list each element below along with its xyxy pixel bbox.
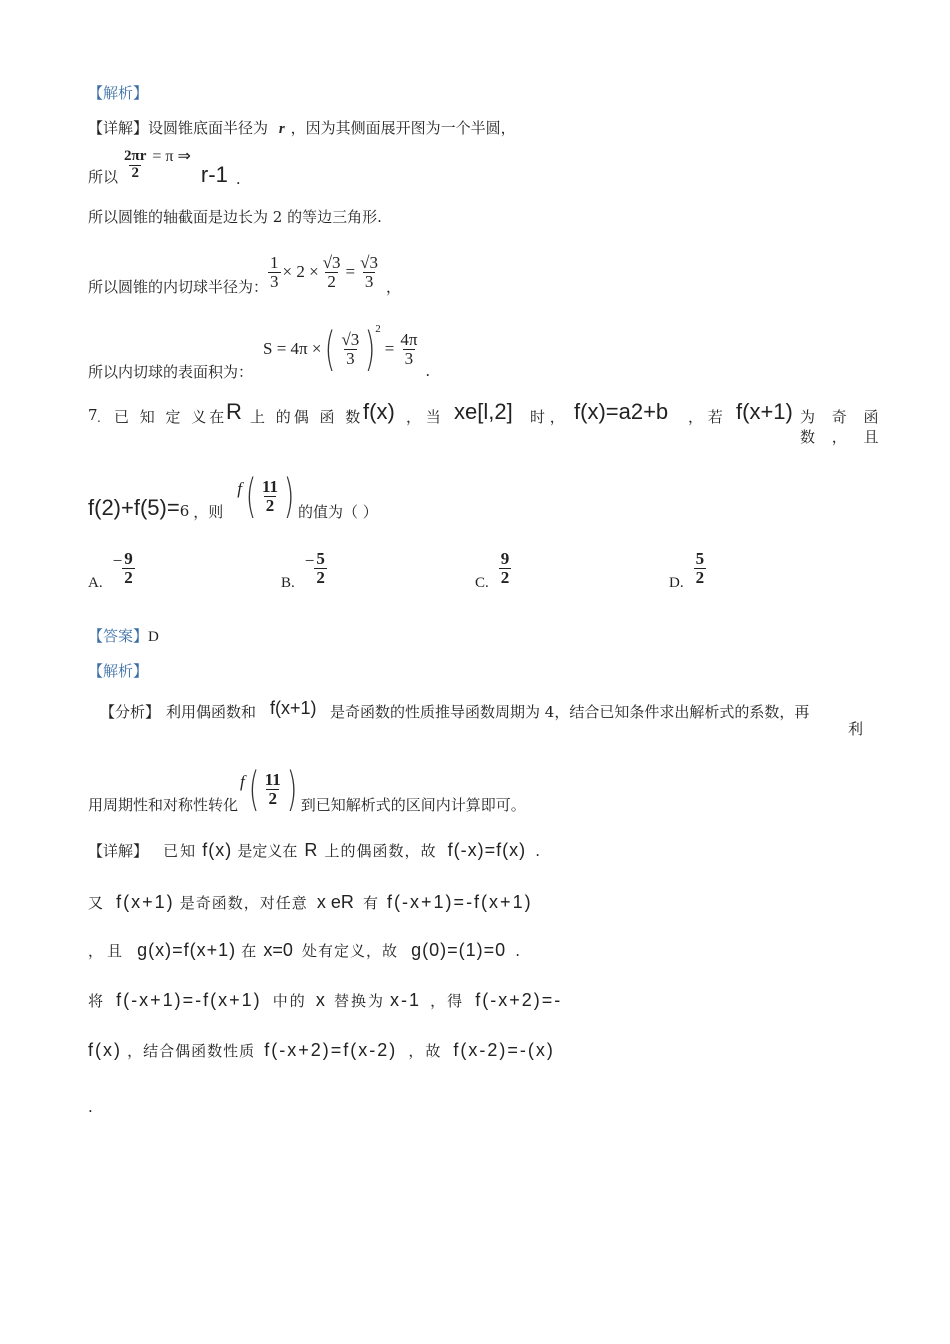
x-minus-1: x-1 — [390, 990, 422, 1010]
fx-plus-1: f(x+1) — [116, 892, 175, 912]
x-in-R: x eR — [316, 892, 354, 912]
option-a[interactable] — [88, 543, 135, 593]
detail-label: 【详解】 — [88, 119, 149, 137]
option-c[interactable] — [475, 543, 511, 593]
fenxi-text-1: 利用偶函数和 — [166, 703, 257, 721]
numerator: √3 — [360, 252, 378, 272]
option-label: D. — [669, 574, 684, 591]
numerator: 9 — [500, 548, 510, 568]
q7-text-1: 已 知 定 义在 — [114, 408, 228, 426]
fraction-2pir-over-2 — [122, 149, 148, 182]
equals-pi-implies: = π ⇒ — [152, 148, 191, 165]
detail-text: ，结合偶函数性质 — [127, 1042, 256, 1060]
numerator: √3 — [322, 252, 341, 272]
q7-text-7: 数 ， 且 — [800, 428, 885, 446]
fx-definition: f(x)=a2+b — [574, 399, 669, 424]
periodic-equation: f(x-2)=-(x) — [453, 1040, 555, 1060]
q7-text-6: 为 奇 函 — [800, 408, 885, 426]
numerator: 5 — [695, 548, 705, 568]
detail-text: 是定义在 — [237, 842, 298, 860]
denominator: 2 — [695, 567, 705, 587]
fenxi-text-2: 是奇函数的性质推导函数周期为 4，结合已知条件求出解析式的系数，再 — [330, 703, 810, 721]
option-label: A. — [88, 574, 103, 591]
question-7-line-1 — [88, 398, 885, 446]
fraction-11-over-2 — [263, 771, 283, 808]
q7-text-5: ， 若 — [688, 408, 723, 426]
detail-text: 中的 — [272, 992, 307, 1010]
period: . — [515, 942, 520, 960]
period: . — [235, 170, 241, 188]
jiexi-label: 【解析】 — [88, 84, 149, 102]
detail-text: ，得 — [430, 992, 465, 1010]
odd-function-equation: f(-x+1)=-f(x+1) — [116, 990, 262, 1010]
radius-result: r-1 — [200, 162, 228, 187]
substituted-equation: f(-x+2)=- — [475, 990, 563, 1010]
numerator: 11 — [264, 769, 281, 789]
denominator: 2 — [500, 567, 510, 587]
detail-label: 【详解】 — [88, 842, 149, 860]
numerator: √3 — [341, 329, 360, 349]
option-label: B. — [281, 574, 295, 591]
left-paren: ( — [245, 469, 257, 523]
fraction-11-over-2 — [260, 478, 280, 515]
set-R: R — [226, 399, 242, 424]
answer-label: 【答案】 — [88, 627, 149, 645]
x-variable: x — [315, 990, 325, 1010]
detail-text: 替换为 — [333, 992, 385, 1010]
even-function-equation: f(-x)=f(x) — [447, 840, 527, 860]
q7-text-3: ， 当 — [406, 408, 441, 426]
fraction-sqrt3-over-3 — [358, 254, 380, 291]
option-fraction — [122, 550, 135, 587]
detail-text: 设圆锥底面半径为 — [148, 119, 269, 137]
equals-sign: = — [384, 339, 395, 358]
surface-area-line — [88, 316, 430, 382]
q7-text-4: 时 ， — [530, 408, 565, 426]
inscribed-radius-label: 所以圆锥的内切球半径为： — [88, 277, 269, 296]
detail-text: 是奇函数，对任意 — [179, 894, 308, 912]
fenxi-text-3: 利 — [848, 720, 864, 738]
numerator: 1 — [270, 252, 279, 272]
detail-line-5 — [88, 1040, 555, 1066]
fraction-numerator: 2πr — [124, 147, 147, 164]
answer-value: D — [148, 629, 159, 645]
fenxi-text-4: 用周期性和对称性转化 — [88, 795, 239, 814]
detail-text: 有 — [362, 894, 378, 912]
option-sign: − — [304, 551, 315, 570]
detail-line-3 — [88, 940, 520, 966]
equation-line-1 — [88, 140, 241, 190]
question-7-line-2 — [88, 468, 378, 524]
fraction-denominator: 2 — [131, 164, 139, 181]
right-paren: ) — [283, 469, 295, 523]
fenxi-line-2 — [88, 760, 526, 818]
option-fraction — [314, 550, 327, 587]
denominator: 2 — [124, 567, 133, 587]
denominator: 3 — [364, 271, 374, 291]
fenxi-label: 【分析】 — [100, 703, 161, 721]
x-equals-0: x=0 — [263, 940, 293, 960]
detail-text: 在 — [241, 942, 257, 960]
axial-section-line: 所以圆锥的轴截面是边长为 2 的等边三角形. — [88, 208, 382, 226]
detail-line-4 — [88, 990, 562, 1016]
right-paren: ) — [286, 762, 298, 816]
fx: f(x) — [202, 840, 233, 860]
radius-variable: r — [278, 121, 285, 137]
period: . — [425, 362, 431, 380]
odd-function-equation: f(-x+1)=-f(x+1) — [387, 892, 533, 912]
denominator: 2 — [268, 788, 277, 808]
answer-line — [88, 625, 159, 646]
fx: f(x) — [88, 1040, 122, 1060]
g-zero-equation: g(0)=(1)=0 — [411, 940, 507, 960]
fenxi-text-5: 到已知解析式的区间内计算即可。 — [300, 795, 526, 814]
detail-text: 上的偶函数，故 — [324, 842, 437, 860]
denominator: 3 — [346, 348, 355, 368]
detail-line-1 — [88, 117, 516, 138]
exponent: 2 — [375, 323, 381, 335]
detail-text: 又 — [88, 894, 104, 912]
fraction-4pi-over-3 — [398, 331, 419, 368]
numerator: 11 — [261, 476, 279, 496]
g-definition: g(x)=f(x+1) — [137, 940, 237, 960]
denominator: 3 — [404, 348, 414, 368]
left-paren: ( — [325, 322, 336, 376]
q7-text-8: ，则 — [193, 502, 224, 521]
q7-text-9: 的值为（ ） — [297, 502, 378, 521]
left-paren: ( — [248, 762, 260, 816]
period: . — [535, 842, 540, 860]
right-paren: ) — [364, 322, 376, 376]
detail-line-2 — [88, 892, 533, 916]
detail-text-2: ，因为其侧面展开图为一个半圆， — [290, 119, 516, 137]
denominator: 2 — [316, 567, 325, 587]
detail-text: 处有定义，故 — [301, 942, 398, 960]
numerator: 4π — [400, 329, 418, 349]
fenxi-fx1: f(x+1) — [270, 698, 317, 718]
fraction-sqrt3-over-3 — [339, 331, 361, 368]
equals-sign: = — [345, 262, 356, 281]
condition-sum: f(2)+f(5)= — [88, 495, 180, 520]
fx-plus-1: f(x+1) — [736, 399, 793, 424]
times-two-times: × 2 × — [282, 262, 319, 281]
fx: f(x) — [363, 399, 395, 424]
fraction-sqrt3-over-2 — [321, 254, 343, 291]
question-number: 7 — [88, 406, 98, 424]
f-symbol: f — [237, 479, 242, 498]
surface-area-label: 所以内切球的表面积为： — [88, 362, 254, 381]
inscribed-radius-line — [88, 244, 401, 300]
denominator: 3 — [270, 271, 279, 291]
fenxi-line-1 — [100, 698, 866, 738]
numerator: 9 — [124, 548, 133, 568]
question-dot: . — [97, 411, 101, 425]
area-lhs: S = 4π × — [263, 339, 322, 358]
suoyi-label: 所以 — [88, 167, 119, 186]
symmetry-equation: f(-x+2)=f(x-2) — [264, 1040, 398, 1060]
option-fraction — [499, 550, 512, 587]
detail-text: ，故 — [408, 1042, 443, 1060]
comma: ， — [385, 277, 401, 296]
six: 6 — [179, 502, 190, 520]
option-label: C. — [475, 574, 489, 591]
interval: xe[l,2] — [454, 399, 513, 424]
detail-text: ，且 — [88, 942, 127, 960]
option-d[interactable] — [669, 543, 706, 593]
denominator: 2 — [327, 271, 336, 291]
detail-text: 将 — [88, 992, 104, 1010]
set-R: R — [304, 840, 318, 860]
f-symbol: f — [240, 772, 245, 791]
option-sign: − — [112, 551, 123, 570]
detail-text: 已知 — [163, 842, 198, 860]
fraction-one-third — [268, 254, 281, 291]
trailing-period: . — [88, 1098, 93, 1116]
analysis-label: 【解析】 — [88, 662, 149, 680]
option-fraction — [694, 550, 707, 587]
q7-text-2: 上 的偶 函 数 — [250, 408, 364, 426]
numerator: 5 — [316, 548, 325, 568]
option-b[interactable] — [281, 543, 327, 593]
denominator: 2 — [265, 495, 275, 515]
detail-line-1 — [88, 840, 540, 864]
